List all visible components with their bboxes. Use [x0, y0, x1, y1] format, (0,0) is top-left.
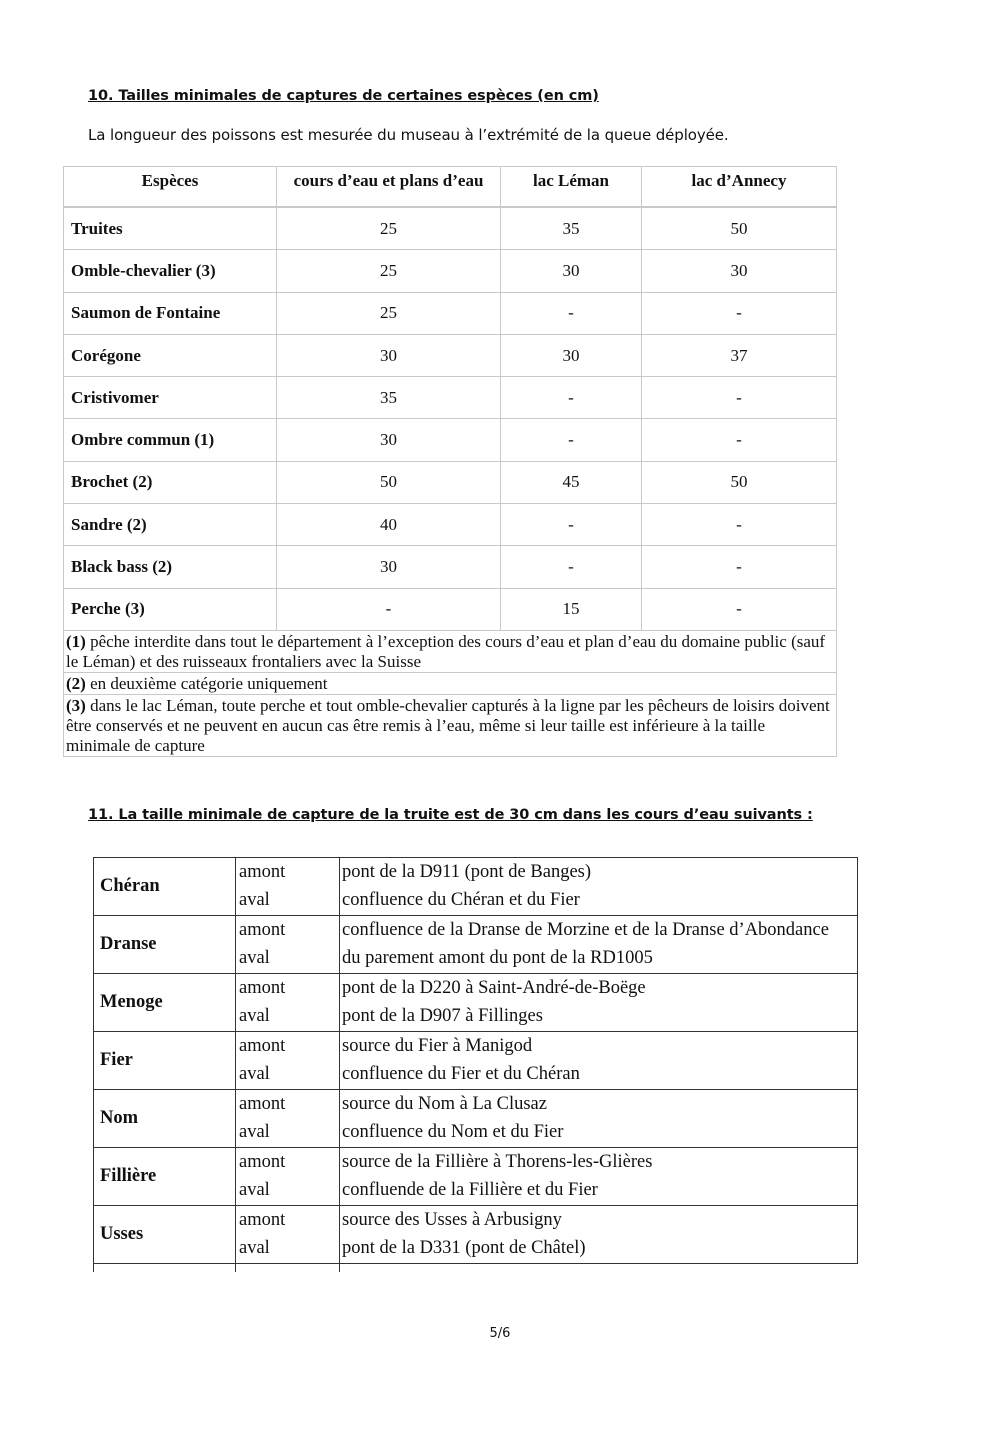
page-number: 5/6 [489, 1326, 511, 1341]
direction-label: amont [236, 1032, 340, 1061]
section-11-heading: 11. La taille minimale de capture de la truite est de 30 cm dans les cours d’eau suivants : [88, 807, 813, 823]
river-name: Nom [94, 1090, 236, 1148]
table-row [64, 250, 837, 292]
species-cell: Ombre commun (1) [64, 419, 277, 461]
river-row-amont [94, 1148, 858, 1177]
table-row [64, 208, 837, 250]
limit-description: confluence du Fier et du Chéran [340, 1061, 858, 1090]
size-cell: 25 [277, 250, 501, 292]
continuation-cell [94, 1264, 236, 1272]
direction-label: aval [236, 887, 340, 916]
column-header: lac d’Annecy [642, 167, 837, 207]
note-row [64, 672, 837, 694]
river-trout-table [93, 857, 858, 1272]
note-1 [64, 630, 837, 672]
limit-description: source de la Fillière à Thorens-les-Glières [340, 1148, 858, 1177]
size-cell: - [642, 419, 837, 461]
river-name: Usses [94, 1206, 236, 1264]
limit-description: confluende de la Fillière et du Fier [340, 1177, 858, 1206]
table-row [64, 334, 837, 376]
note-2 [64, 672, 837, 694]
column-header: cours d’eau et plans d’eau [277, 167, 501, 207]
size-cell: - [642, 546, 837, 588]
size-cell: 30 [277, 546, 501, 588]
river-row-amont [94, 1090, 858, 1119]
river-name: Dranse [94, 916, 236, 974]
table-row [64, 419, 837, 461]
table-continuation [94, 1264, 858, 1272]
section-10-intro: La longueur des poissons est mesurée du museau à l’extrémité de la queue déployée. [88, 126, 729, 144]
limit-description: source des Usses à Arbusigny [340, 1206, 858, 1235]
direction-label: aval [236, 945, 340, 974]
size-cell: 25 [277, 292, 501, 334]
size-cell: 30 [642, 250, 837, 292]
size-cell: - [501, 504, 642, 546]
river-trout-table-body [94, 858, 858, 1272]
limit-description: confluence du Nom et du Fier [340, 1119, 858, 1148]
size-cell: - [642, 292, 837, 334]
direction-label: amont [236, 1148, 340, 1177]
minimum-size-table [63, 166, 837, 757]
note-row [64, 694, 837, 756]
limit-description: confluence de la Dranse de Morzine et de la Dranse d’Abondance [340, 916, 858, 945]
note-text: dans le lac Léman, toute perche et tout omble-chevalier capturés à la ligne par les pêcheurs de loisirs doivent être conservés et ne peuvent en aucun cas être remis à l’eau, même si leur taille est inférieure à la taille minimale de capture [66, 695, 830, 755]
table-row [64, 461, 837, 503]
river-row-amont [94, 1032, 858, 1061]
table-row [64, 588, 837, 630]
size-cell: 50 [642, 461, 837, 503]
river-row-amont [94, 974, 858, 1003]
note-text: pêche interdite dans tout le département à l’exception des cours d’eau et plan d’eau du domaine public (sauf le Léman) et des ruisseaux frontaliers avec la Suisse [66, 631, 826, 671]
table-header-row [64, 167, 837, 207]
size-cell: 37 [642, 334, 837, 376]
column-header: lac Léman [501, 167, 642, 207]
note-ref: (2) [66, 673, 86, 693]
limit-description: source du Fier à Manigod [340, 1032, 858, 1061]
size-cell: - [501, 546, 642, 588]
species-cell: Black bass (2) [64, 546, 277, 588]
size-cell: 50 [642, 208, 837, 250]
size-cell: 30 [501, 334, 642, 376]
species-cell: Cristivomer [64, 377, 277, 419]
size-cell: - [501, 292, 642, 334]
species-cell: Truites [64, 208, 277, 250]
river-row-amont [94, 1206, 858, 1235]
size-cell: 35 [277, 377, 501, 419]
size-cell: - [642, 588, 837, 630]
column-header: Espèces [64, 167, 277, 207]
size-cell: 25 [277, 208, 501, 250]
river-name: Chéran [94, 858, 236, 916]
size-cell: 15 [501, 588, 642, 630]
note-text: en deuxième catégorie uniquement [85, 673, 328, 693]
limit-description: pont de la D911 (pont de Banges) [340, 858, 858, 887]
species-cell: Corégone [64, 334, 277, 376]
species-cell: Omble-chevalier (3) [64, 250, 277, 292]
river-row-amont [94, 916, 858, 945]
river-name: Menoge [94, 974, 236, 1032]
size-cell: - [501, 419, 642, 461]
limit-description: du parement amont du pont de la RD1005 [340, 945, 858, 974]
species-cell: Brochet (2) [64, 461, 277, 503]
direction-label: aval [236, 1003, 340, 1032]
table-row [64, 504, 837, 546]
direction-label: aval [236, 1177, 340, 1206]
limit-description: pont de la D907 à Fillinges [340, 1003, 858, 1032]
section-10-heading: 10. Tailles minimales de captures de certaines espèces (en cm) [88, 88, 599, 104]
size-cell: 30 [501, 250, 642, 292]
limit-description: pont de la D331 (pont de Châtel) [340, 1235, 858, 1264]
direction-label: amont [236, 1206, 340, 1235]
direction-label: amont [236, 916, 340, 945]
direction-label: aval [236, 1119, 340, 1148]
river-name: Fillière [94, 1148, 236, 1206]
continuation-cell [236, 1264, 340, 1272]
species-cell: Perche (3) [64, 588, 277, 630]
size-cell: 50 [277, 461, 501, 503]
species-cell: Saumon de Fontaine [64, 292, 277, 334]
size-cell: 30 [277, 419, 501, 461]
table-row [64, 292, 837, 334]
size-cell: 35 [501, 208, 642, 250]
limit-description: pont de la D220 à Saint-André-de-Boëge [340, 974, 858, 1003]
river-row-amont [94, 858, 858, 887]
direction-label: aval [236, 1235, 340, 1264]
size-cell: - [642, 377, 837, 419]
species-cell: Sandre (2) [64, 504, 277, 546]
river-name: Fier [94, 1032, 236, 1090]
direction-label: amont [236, 858, 340, 887]
direction-label: amont [236, 1090, 340, 1119]
size-cell: - [642, 504, 837, 546]
size-cell: - [277, 588, 501, 630]
note-3 [64, 694, 837, 756]
limit-description: confluence du Chéran et du Fier [340, 887, 858, 916]
continuation-cell [340, 1264, 858, 1272]
note-row [64, 630, 837, 672]
size-cell: - [501, 377, 642, 419]
size-cell: 30 [277, 334, 501, 376]
size-cell: 40 [277, 504, 501, 546]
note-ref: (1) [66, 631, 86, 651]
table-row [64, 546, 837, 588]
direction-label: aval [236, 1061, 340, 1090]
minimum-size-table-body [64, 207, 837, 631]
direction-label: amont [236, 974, 340, 1003]
table-row [64, 377, 837, 419]
limit-description: source du Nom à La Clusaz [340, 1090, 858, 1119]
note-ref: (3) [66, 695, 86, 715]
size-cell: 45 [501, 461, 642, 503]
